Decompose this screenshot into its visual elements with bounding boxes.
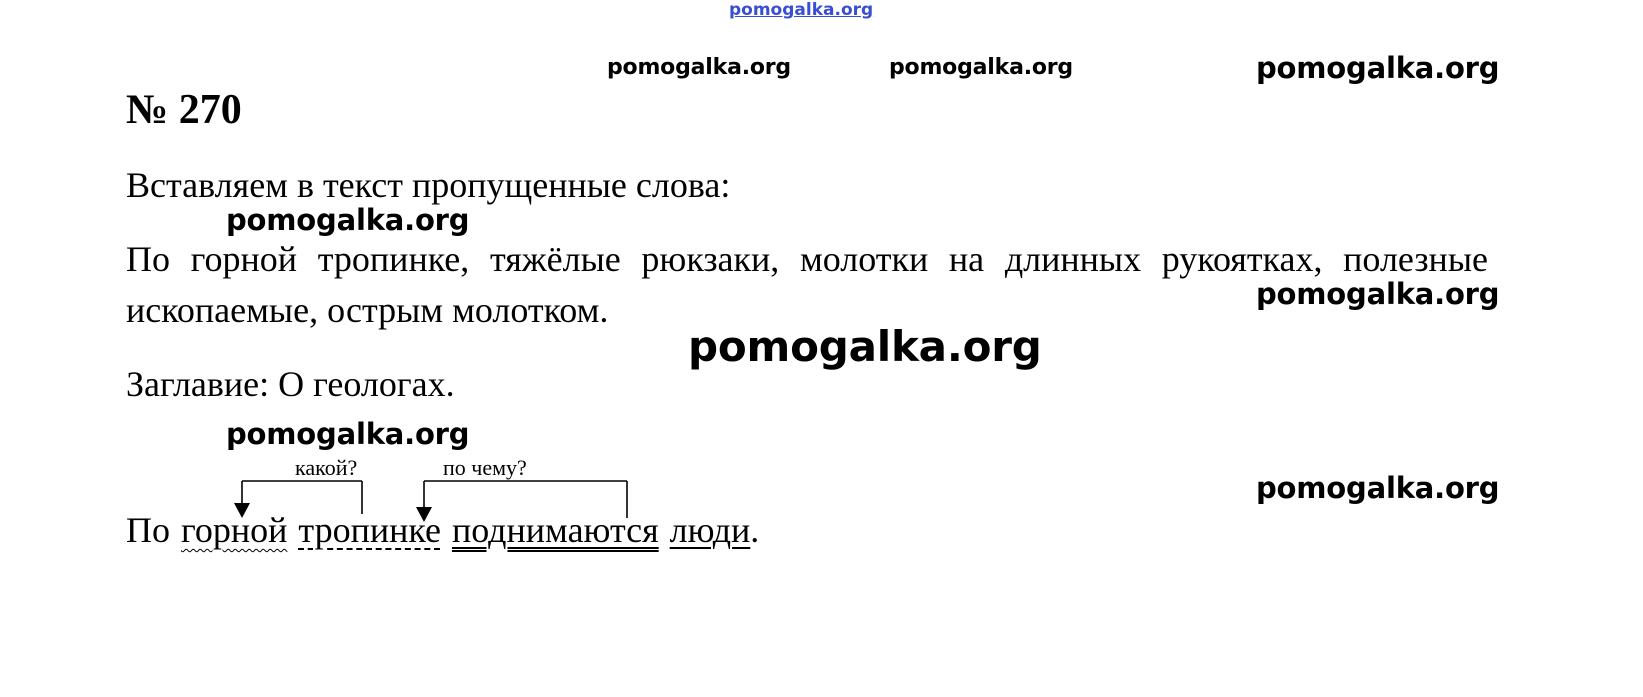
watermark: pomogalka.org [226,417,470,451]
exercise-number: № 270 [126,87,242,133]
watermark: pomogalka.org [1256,51,1500,85]
word-lyudi-subject: люди [669,510,751,550]
watermark-large: pomogalka.org [688,322,1042,371]
watermark: pomogalka.org [1256,277,1500,311]
watermark: pomogalka.org [226,203,470,237]
word-podnimayutsya-predicate: поднимаются [451,510,659,550]
question-which: какой? [295,455,358,480]
instruction-text: Вставляем в текст пропущенные слова: [126,165,731,205]
question-along-what: по чему? [443,455,527,480]
word-tropinke-circumstance: тропинке [298,510,441,550]
watermark: pomogalka.org [889,55,1073,80]
word-gornoy-definition: горной [181,510,288,550]
parsed-sentence [126,509,759,551]
word-po: По [126,510,170,550]
watermark: pomogalka.org [1256,471,1500,505]
watermark: pomogalka.org [607,55,791,80]
answer-paragraph: По горной тропинке, тяжёлые рюкзаки, молотки на длинных рукоятках, полезные ископаемые, острым молотком. [126,239,1488,330]
sentence-period: . [750,510,760,550]
title-answer: Заглавие: О геологах. [126,364,455,404]
watermark-top[interactable]: pomogalka.org [729,0,874,20]
